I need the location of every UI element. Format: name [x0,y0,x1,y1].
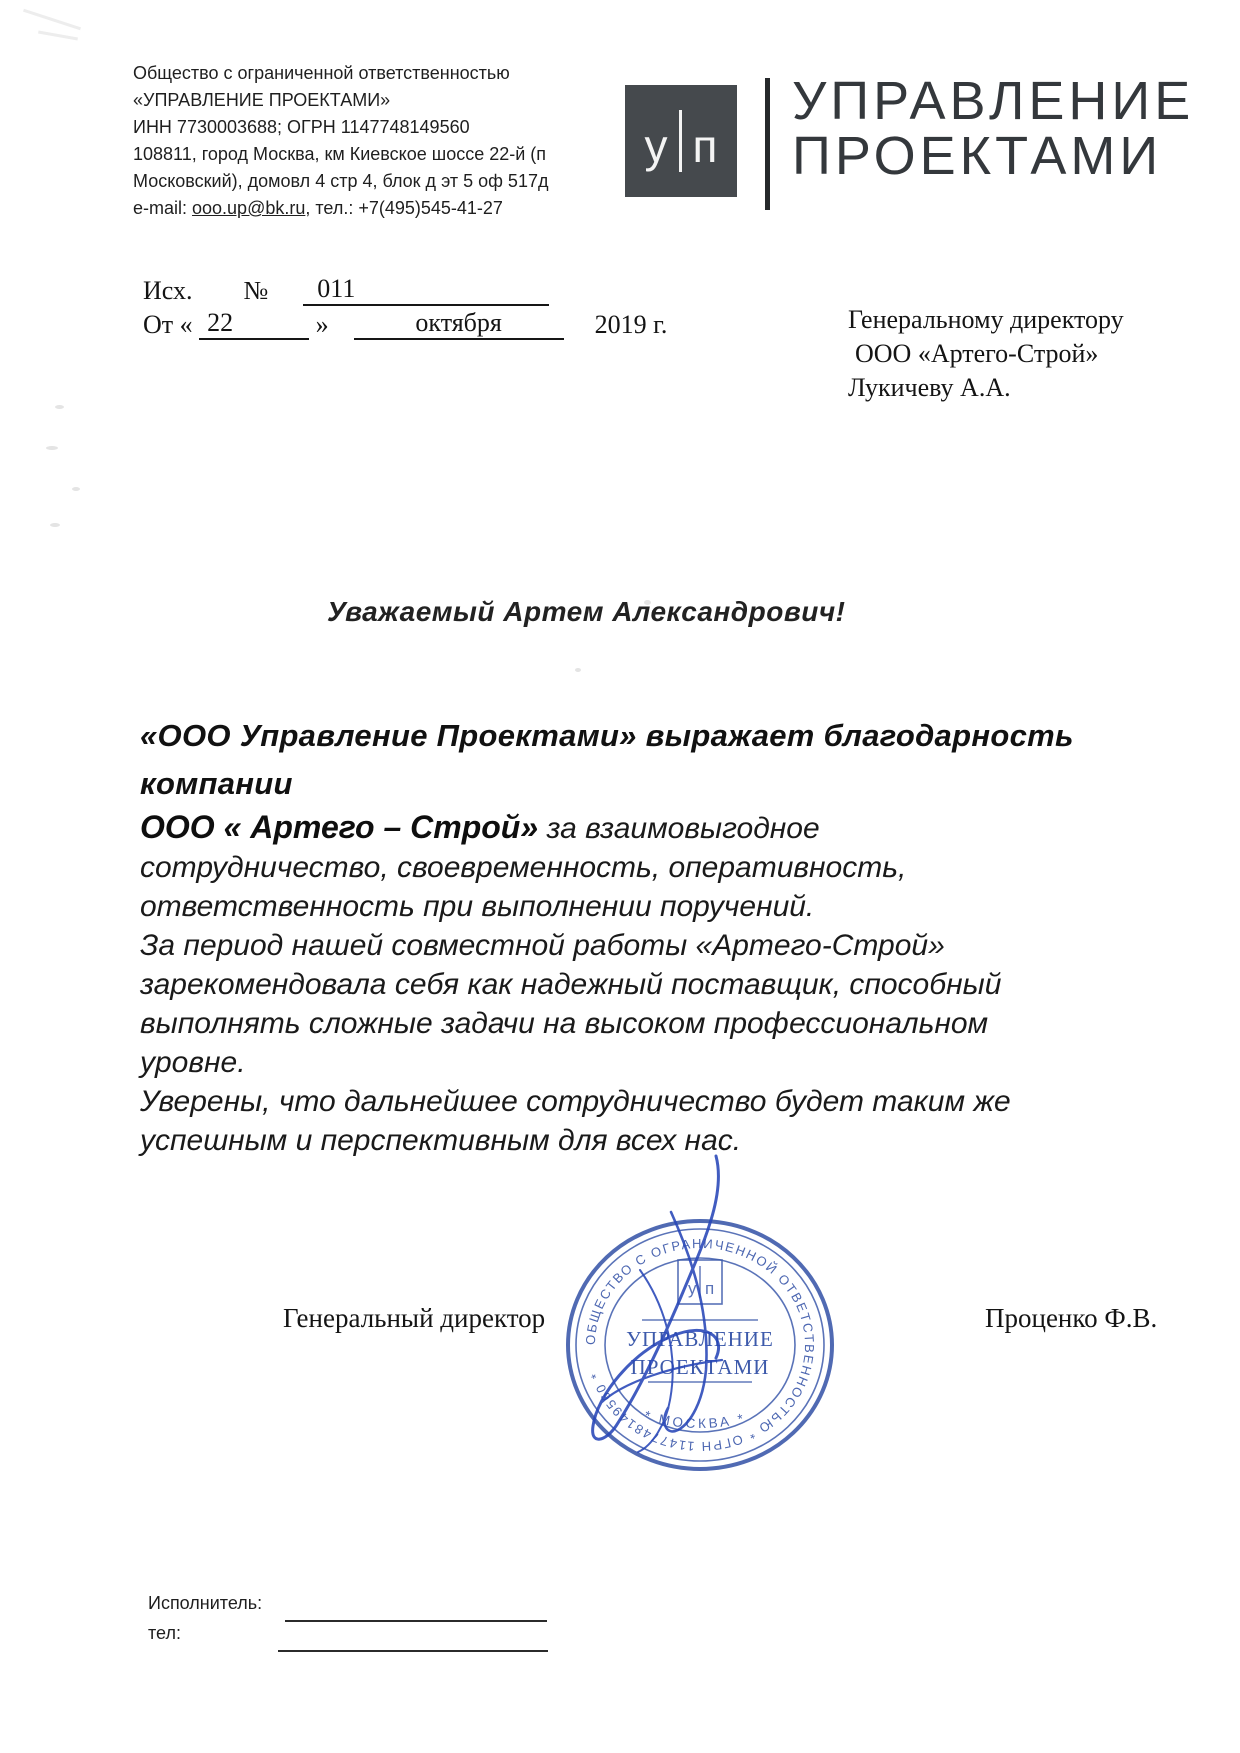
addressee-company: ООО «Артего-Строй» [855,339,1099,368]
company-logo-mark [625,85,737,197]
scan-artifact [72,487,80,491]
date-day: 22 [199,308,309,340]
scan-artifact [575,668,581,672]
stamp-ring-text: ОБЩЕСТВО С ОГРАНИЧЕННОЙ ОТВЕТСТВЕННОСТЬЮ * ОГРН 1147748149560 * [582,1235,818,1455]
from-label: От « [143,310,193,339]
body-paragraph-cooperation: сотрудничество, своевременность, оперативность, ответственность при выполнении поручений. [140,851,907,923]
ref-date-line [143,308,667,340]
company-info-block [133,60,603,222]
phone-underline [278,1650,548,1652]
stamp-mark-u: у [688,1279,697,1298]
logo-letter-p: п [692,120,718,172]
company-logo-wordmark [792,71,1195,186]
date-year: 2019 г. [594,310,668,339]
body-paragraph-future: Уверены, что дальнейшее сотрудничество будет таким же успешным и перспективным для всех нас. [140,1085,1011,1157]
stamp-city-text: * МОСКВА * [642,1407,748,1432]
quote-close: » [315,310,329,339]
addressee-person: Лукичеву А.А. [848,373,1011,402]
stamp-svg [520,1150,880,1490]
stamp-mark-p: п [705,1279,715,1298]
company-inn-ogrn: ИНН 7730003688; ОГРН 1147748149560 [133,117,470,137]
logo-divider-line [679,110,682,172]
scan-artifact [38,31,78,41]
company-address-line: 108811, город Москва, км Киевское шоссе 22-й (п [133,144,547,164]
body-text [140,808,1150,1160]
date-month: октября [354,308,564,340]
salutation: Уважаемый Артем Александрович! [327,596,846,627]
body-line-partner: ООО « Артего – Строй» за взаимовыгодное [140,809,820,845]
executor-underline [285,1620,547,1622]
company-info-line: Общество с ограниченной ответственностью [133,63,510,83]
company-stamp [520,1150,880,1490]
out-label: Исх. [143,276,193,305]
logo-separator-bar [765,78,770,210]
ref-number-line [143,274,549,306]
logo-wordmark-line2: ПРОЕКТАМИ [792,126,1163,186]
addressee-block [848,303,1124,405]
company-contacts-line: e-mail: ooo.up@bk.ru, тел.: +7(495)545-41-27 [133,198,503,218]
ref-number-value: 011 [303,274,549,306]
footer-phone-label: тел: [148,1623,181,1643]
partner-company-name: ООО « Артего – Строй» [140,809,539,845]
company-email: ooo.up@bk.ru [192,198,306,218]
scan-artifact [50,523,60,527]
stamp-center-line1: УПРАВЛЕНИЕ [626,1327,774,1351]
addressee-position: Генеральному директору [848,305,1124,334]
scan-artifact [55,405,64,409]
body-paragraph-gratitude: «ООО Управление Проектами» выражает благодарность компании [140,718,1074,801]
scan-artifact [46,446,58,450]
number-sign: № [243,276,269,305]
signature-name: Проценко Ф.В. [985,1303,1158,1333]
footer-executor-label: Исполнитель: [148,1593,263,1613]
company-address-line: Московский), домовл 4 стр 4, блок д эт 5 оф 517д [133,171,549,191]
body-paragraph-period: За период нашей совместной работы «Артего-Строй» зарекомендовала себя как надежный поставщик, способный выполнять сложные задачи на высоком профессиональном уровне. [140,929,1002,1079]
logo-wordmark-line1: УПРАВЛЕНИЕ [792,71,1195,131]
logo-letter-u: у [644,120,668,172]
company-name: «УПРАВЛЕНИЕ ПРОЕКТАМИ» [133,90,391,110]
scan-artifact [23,9,81,30]
stamp-center-line2: ПРОЕКТАМИ [630,1355,770,1379]
signature-title: Генеральный директор [283,1303,546,1333]
